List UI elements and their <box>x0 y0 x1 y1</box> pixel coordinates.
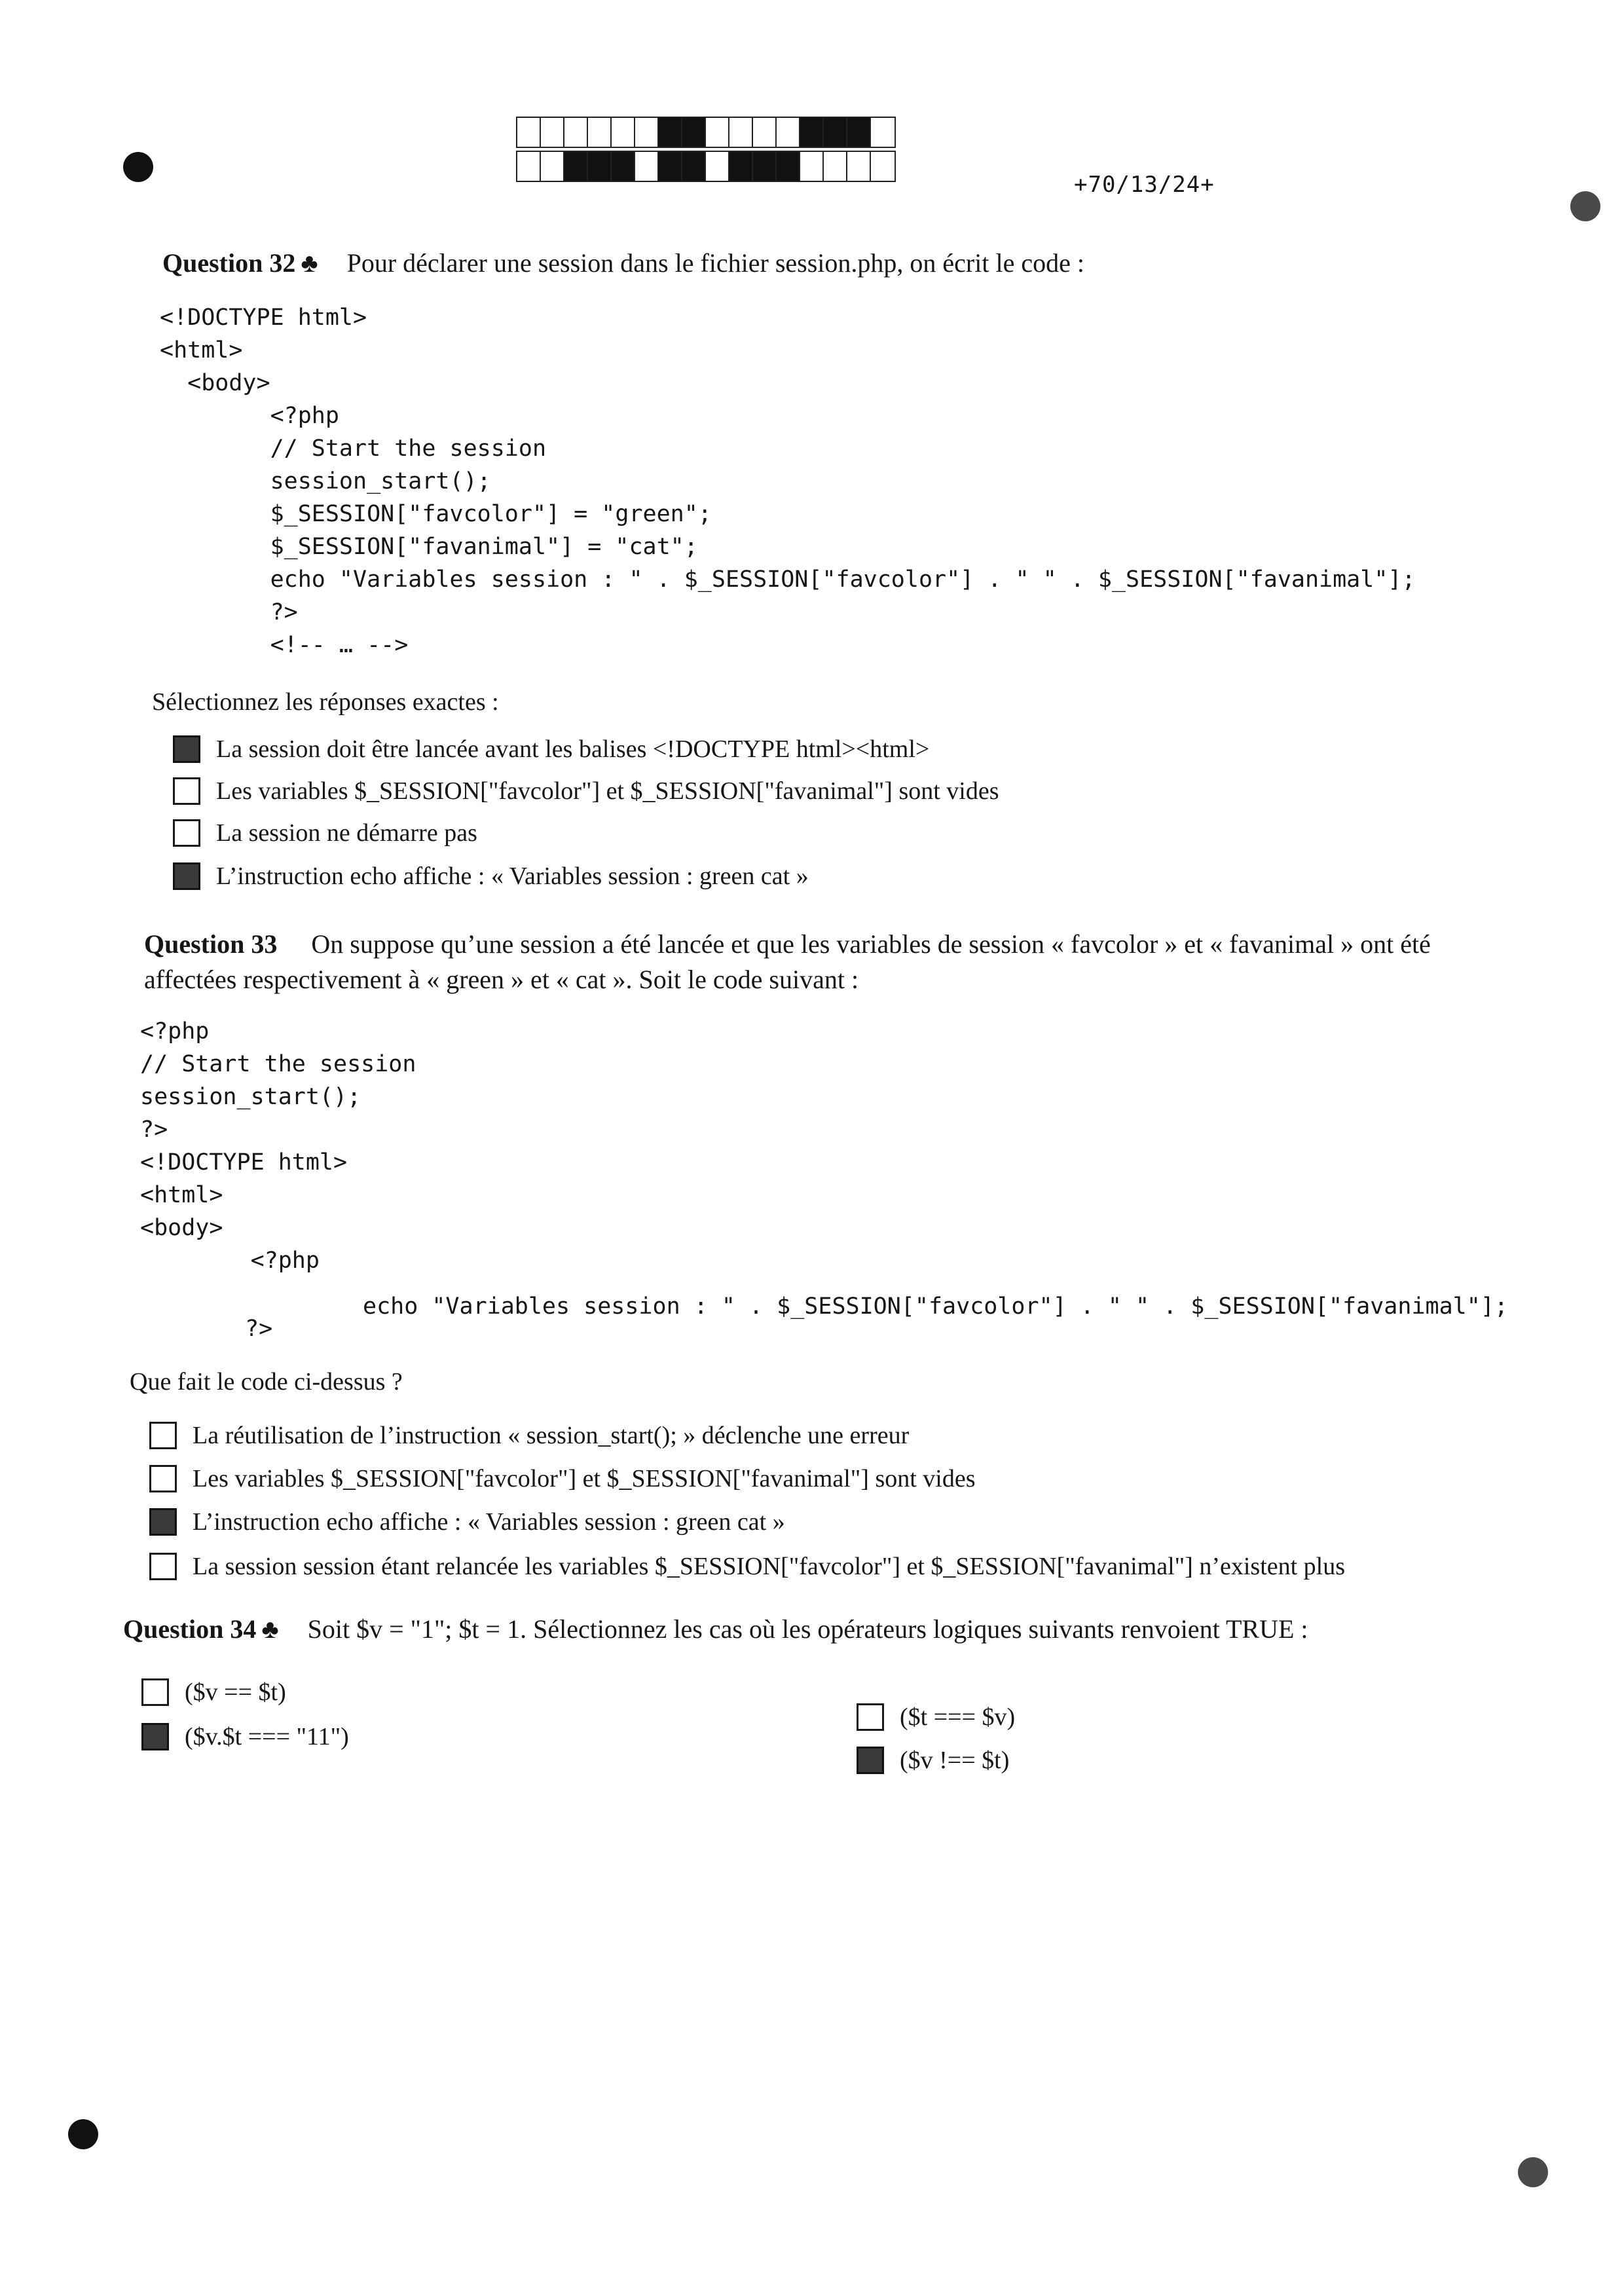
barcode-cell <box>659 152 682 181</box>
barcode-cell <box>824 152 847 181</box>
answer-text: ($t === $v) <box>900 1703 1016 1731</box>
answer-option[interactable] <box>857 1703 1015 1731</box>
question-33-header <box>144 929 1431 959</box>
barcode-cell <box>871 152 895 181</box>
answer-checkbox[interactable] <box>173 777 200 805</box>
barcode-cell <box>729 152 753 181</box>
code-block-close: ?> <box>245 1316 273 1342</box>
answer-option[interactable] <box>173 735 929 764</box>
answer-text: ($v == $t) <box>185 1678 286 1706</box>
id-barcode-row-2 <box>516 151 896 182</box>
answer-text: ($v !== $t) <box>900 1747 1010 1774</box>
answer-checkbox[interactable] <box>857 1703 884 1731</box>
question-prompt: On suppose qu’une session a été lancée et que les variables de session « favcolor » et « favanimal » ont été <box>311 929 1431 959</box>
answer-option[interactable] <box>149 1464 976 1493</box>
answer-text: La session doit être lancée avant les balises <!DOCTYPE html><html> <box>216 735 930 763</box>
barcode-cell <box>871 118 895 147</box>
answer-option[interactable] <box>149 1552 1345 1581</box>
barcode-cell <box>517 152 541 181</box>
answer-checkbox[interactable] <box>173 819 200 847</box>
code-block-echo: echo "Variables session : " . $_SESSION["favcolor"] . " " . $_SESSION["favanimal"]; <box>363 1293 1508 1320</box>
answer-option[interactable] <box>149 1508 785 1536</box>
barcode-cell <box>635 152 659 181</box>
answer-option[interactable] <box>173 819 477 847</box>
registration-mark-bottom-left <box>68 2119 98 2149</box>
answer-checkbox[interactable] <box>857 1747 884 1774</box>
answer-checkbox[interactable] <box>149 1422 177 1449</box>
answer-text: Les variables $_SESSION["favcolor"] et $_SESSION["favanimal"] sont vides <box>216 777 999 805</box>
answer-option[interactable] <box>857 1746 1009 1775</box>
code-block: <?php // Start the session session_start(); ?> <!DOCTYPE html> <html> <body> <?php <box>140 1018 416 1274</box>
answer-option[interactable] <box>149 1421 909 1450</box>
code-block: <!DOCTYPE html> <html> <body> <?php // Start the session session_start(); $_SESSION["favcolor"] = "green"; $_SESSION["favanimal"] = "cat"; echo "Variables session : " . $_SESSION["favcolor"] . " " . $_SESSION["favanimal"]; ?> <!-- … --> <box>160 305 1416 658</box>
answer-checkbox[interactable] <box>149 1508 177 1536</box>
answer-checkbox[interactable] <box>173 735 200 763</box>
barcode-cell <box>777 152 800 181</box>
barcode-cell <box>753 118 777 147</box>
club-icon: ♣ <box>261 1614 279 1644</box>
question-instruction: Sélectionnez les réponses exactes : <box>152 688 499 716</box>
answer-text: L’instruction echo affiche : « Variables session : green cat » <box>193 1508 785 1536</box>
question-label: Question 32 <box>162 248 296 278</box>
barcode-cell <box>729 118 753 147</box>
barcode-cell <box>588 118 612 147</box>
answer-checkbox[interactable] <box>173 862 200 890</box>
registration-mark-top-left <box>123 152 153 182</box>
barcode-cell <box>682 152 706 181</box>
answer-checkbox[interactable] <box>149 1553 177 1580</box>
question-34-header <box>123 1614 1308 1644</box>
question-prompt: Pour déclarer une session dans le fichier session.php, on écrit le code : <box>346 248 1084 278</box>
question-label: Question 34 <box>123 1614 257 1644</box>
question-instruction: Que fait le code ci-dessus ? <box>130 1368 403 1396</box>
barcode-cell <box>541 152 564 181</box>
barcode-cell <box>564 152 588 181</box>
barcode-cell <box>517 118 541 147</box>
barcode-cell <box>847 118 871 147</box>
barcode-cell <box>777 118 800 147</box>
answer-text: L’instruction echo affiche : « Variables session : green cat » <box>216 862 809 890</box>
answer-text: ($v.$t === "11") <box>185 1723 349 1750</box>
barcode-cell <box>682 118 706 147</box>
barcode-cell <box>824 118 847 147</box>
answer-checkbox[interactable] <box>141 1723 169 1750</box>
club-icon: ♣ <box>301 248 318 278</box>
answer-checkbox[interactable] <box>149 1465 177 1492</box>
barcode-cell <box>541 118 564 147</box>
barcode-cell <box>800 152 824 181</box>
barcode-cell <box>706 152 729 181</box>
barcode-cell <box>612 152 635 181</box>
id-barcode-row-1 <box>516 117 896 148</box>
question-prompt-continued: affectées respectivement à « green » et « cat ». Soit le code suivant : <box>144 965 859 994</box>
question-prompt: Soit $v = "1"; $t = 1. Sélectionnez les cas où les opérateurs logiques suivants renvoient TRUE : <box>307 1614 1308 1644</box>
answer-text: La session session étant relancée les variables $_SESSION["favcolor"] et $_SESSION["favanimal"] n’existent plus <box>193 1553 1346 1580</box>
question-label: Question 33 <box>144 929 278 959</box>
answer-option[interactable] <box>141 1678 286 1707</box>
barcode-cell <box>753 152 777 181</box>
barcode-cell <box>635 118 659 147</box>
registration-mark-top-right <box>1570 191 1600 221</box>
barcode-cell <box>847 152 871 181</box>
answer-checkbox[interactable] <box>141 1678 169 1706</box>
barcode-cell <box>612 118 635 147</box>
registration-mark-bottom-right <box>1518 2157 1548 2187</box>
barcode-cell <box>588 152 612 181</box>
answer-option[interactable] <box>173 777 999 805</box>
question-32-header <box>162 248 1084 278</box>
barcode-cell <box>800 118 824 147</box>
answer-text: La réutilisation de l’instruction « session_start(); » déclenche une erreur <box>193 1422 910 1449</box>
answer-option[interactable] <box>173 862 809 891</box>
answer-text: La session ne démarre pas <box>216 819 477 847</box>
answer-text: Les variables $_SESSION["favcolor"] et $_SESSION["favanimal"] sont vides <box>193 1465 976 1492</box>
barcode-cell <box>659 118 682 147</box>
page-id: +70/13/24+ <box>1074 172 1215 198</box>
barcode-cell <box>706 118 729 147</box>
answer-option[interactable] <box>141 1722 349 1751</box>
barcode-cell <box>564 118 588 147</box>
